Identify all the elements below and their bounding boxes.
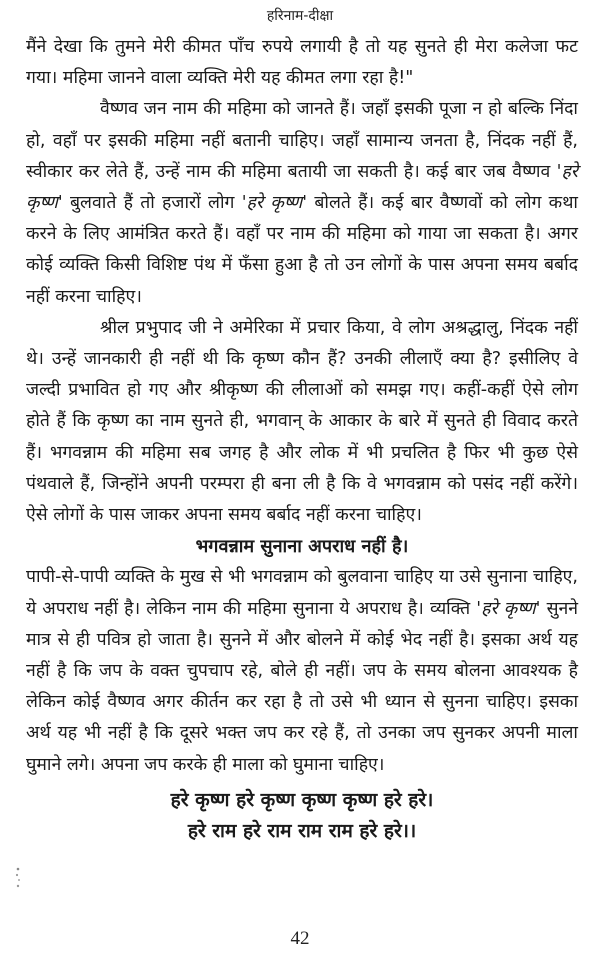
scan-speck-mark (14, 866, 22, 890)
text-segment: सुनने मात्र से ही पवित्र हो जाता है। सुनने में और बोलने में कोई भेद नहीं है। इसका अर्थ यह नहीं है कि जप के वक्त चुपचाप रहे, बोले ही नहीं। जप के समय बोलना आवश्यक है लेकिन कोई वैष्णव अगर कीर्तन कर रहा है तो उसे भी ध्यान से सुनना चाहिए। इसका अर्थ यह भी नहीं है कि दूसरे भक्त जप कर रहे हैं, तो उनका जप सुनकर अपनी माला घुमाने लगे। अपना जप करके ही माला को घुमाना चाहिए। (26, 598, 579, 775)
section-heading: भगवन्नाम सुनाना अपराध नहीं है। (195, 536, 409, 558)
text-segment: बोलते हैं। कई बार वैष्णवों को लोग कथा करने के लिए आमंत्रित करते हैं। वहाँ पर नाम की महिमा को गाया जा सकता है। अगर कोई व्यक्ति किसी विशिष्ट पंथ में फँसा हुआ है तो उन लोगों के पास अपना समय बर्बाद नहीं करना चाहिए। (26, 193, 578, 307)
mantra-line-2: हरे राम हरे राम राम राम हरे हरे।। (187, 820, 417, 843)
paragraph-continuation: मैंने देखा कि तुमने मेरी कीमत पाँच रुपये लगायी है तो यह सुनते ही मेरा कलेजा फट गया। महिमा जानने वाला व्यक्ति मेरी यह कीमत लगा रहा है!" (26, 37, 578, 89)
quoted-hare-krishna: 'हरे कृष्ण' (241, 193, 308, 214)
running-header: हरिनाम-दीक्षा (266, 8, 334, 24)
paragraph-offense (26, 562, 578, 780)
text-segment: वैष्णव जन नाम की महिमा को जानते हैं। जहाँ इसकी पूजा न हो बल्कि निंदा हो, वहाँ पर इसकी महिमा नहीं बतानी चाहिए। जहाँ सामान्य जनता है, निंदक नहीं हैं, स्वीकार कर लेते हैं, उन्हें नाम की महिमा बतायी जा सकती है। कई बार जब वैष्णव (26, 99, 578, 182)
mantra-line-1: हरे कृष्ण हरे कृष्ण कृष्ण कृष्ण हरे हरे। (170, 788, 434, 811)
page-number: 42 (290, 928, 310, 949)
paragraph-vaishnava (26, 94, 578, 312)
paragraph-prabhupada: श्रील प्रभुपाद जी ने अमेरिका में प्रचार किया, वे लोग अश्रद्धालु, निंदक नहीं थे। उन्हें जानकारी ही नहीं थी कि कृष्ण कौन हैं? उनकी लीलाएँ क्या है? इसीलिए वे जल्दी प्रभावित हो गए और श्रीकृष्ण की लीलाओं को समझ गए। कहीं-कहीं ऐसे लोग होते हैं कि कृष्ण का नाम सुनते ही, भगवान् के आकार के बारे में सुनते ही विवाद करते हैं। भगवन्नाम की महिमा सब जगह है और लोक में भी प्रचलित है फिर भी कुछ ऐसे पंथवाले हैं, जिन्होंने अपनी परम्परा ही बना ली है कि वे भगवन्नाम को पसंद नहीं करेंगे। ऐसे लोगों के पास जाकर अपना समय बर्बाद नहीं करना चाहिए। (26, 317, 578, 526)
quoted-hare-krishna: 'हरे कृष्ण' (476, 598, 541, 619)
quoted-hare-krishna: 'हरे कृष्ण' (26, 161, 578, 214)
maha-mantra (26, 785, 578, 848)
body-text (26, 32, 578, 848)
text-segment: बुलवाते हैं तो हजारों लोग (62, 193, 242, 214)
text-segment: पापी-से-पापी व्यक्ति के मुख से भी भगवन्नाम को बुलवाना चाहिए या उसे सुनाना चाहिए, ये अपराध नहीं है। लेकिन नाम की महिमा सुनाना ये अपराध है। व्यक्ति (26, 567, 578, 619)
